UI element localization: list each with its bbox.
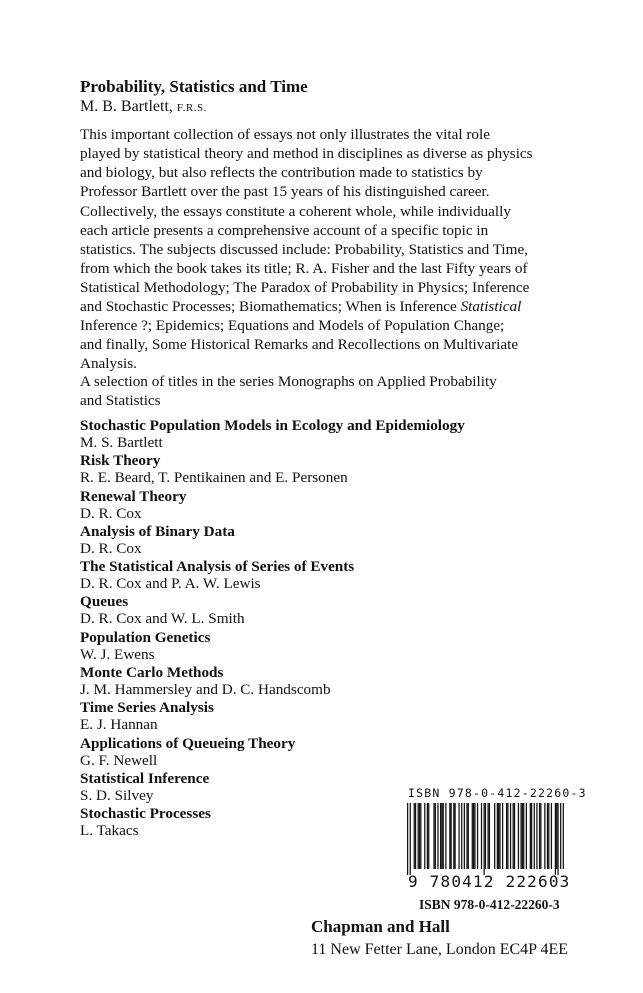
series-author: M. S. Bartlett [80, 434, 163, 451]
barcode-digits: 9 780412 222603 [408, 872, 571, 891]
series-title: Applications of Queueing Theory [80, 734, 296, 752]
paragraph-line: and biology, but also reflects the contribution made to statistics by [80, 164, 483, 181]
series-title: Time Series Analysis [80, 699, 214, 717]
isbn-number: ISBN 978-0-412-22260-3 [419, 897, 560, 912]
series-entry [80, 488, 600, 523]
series-entry [80, 664, 600, 699]
series-title: Analysis of Binary Data [80, 522, 235, 540]
paragraph-line: from which the book takes its title; R. A. Fisher and the last Fifty years of [80, 260, 528, 277]
series-author: R. E. Beard, T. Pentikainen and E. Personen [80, 469, 348, 487]
series-author: L. Takacs [80, 822, 139, 840]
paragraph-line: each article presents a comprehensive account of a specific topic in [80, 222, 489, 239]
paragraph-line: and Stochastic Processes; Biomathematics; When is Inference Statistical [80, 298, 522, 315]
series-title: Stochastic Population Models in Ecology and Epidemiology [80, 417, 465, 434]
series-title: Renewal Theory [80, 487, 187, 505]
series-entry [80, 699, 600, 734]
series-author: D. R. Cox [80, 504, 142, 522]
paragraph-line: statistics. The subjects discussed include: Probability, Statistics and Time, [80, 241, 529, 258]
book-author [80, 98, 207, 116]
description-paragraph-1 [80, 125, 580, 201]
series-author: J. M. Hammersley and D. C. Handscomb [80, 681, 331, 699]
series-intro [80, 372, 580, 410]
series-entry [80, 523, 600, 558]
book-title: Probability, Statistics and Time [80, 77, 308, 96]
paragraph-line: Professor Bartlett over the past 15 years of his distinguished career. [80, 183, 490, 200]
series-author: G. F. Newell [80, 751, 158, 769]
series-author: D. R. Cox and W. L. Smith [80, 610, 245, 628]
series-author: D. R. Cox [80, 539, 142, 557]
series-list [80, 417, 600, 841]
series-title: Queues [80, 593, 129, 611]
series-author: E. J. Hannan [80, 716, 158, 734]
paragraph-line: Collectively, the essays constitute a coherent whole, while individually [80, 203, 511, 220]
series-title: The Statistical Analysis of Series of Events [80, 558, 355, 576]
series-entry [80, 593, 600, 628]
paragraph-line: Inference ?; Epidemics; Equations and Models of Population Change; [80, 317, 505, 334]
series-title: Risk Theory [80, 452, 161, 470]
series-author: W. J. Ewens [80, 645, 155, 663]
series-entry [80, 558, 600, 593]
description-paragraph-2 [80, 202, 580, 373]
series-title: Stochastic Processes [80, 805, 211, 823]
barcode-icon [407, 803, 564, 875]
paragraph-line: Statistical Methodology; The Paradox of Probability in Physics; Inference [80, 279, 530, 296]
series-entry [80, 452, 600, 487]
author-name: M. B. Bartlett, [80, 98, 173, 115]
publisher-address: 11 New Fetter Lane, London EC4P 4EE [311, 941, 568, 958]
series-entry [80, 417, 600, 452]
paragraph-line: and finally, Some Historical Remarks and Recollections on Multivariate [80, 336, 519, 353]
series-entry [80, 735, 600, 770]
paragraph-line: played by statistical theory and method in disciplines as diverse as physics [80, 145, 533, 162]
series-title: Monte Carlo Methods [80, 664, 224, 682]
series-title: Population Genetics [80, 628, 211, 646]
barcode-isbn-label: ISBN 978-0-412-22260-3 [408, 786, 587, 800]
paragraph-line: A selection of titles in the series Monographs on Applied Probability [80, 373, 497, 390]
paragraph-line: This important collection of essays not only illustrates the vital role [80, 126, 490, 143]
series-author: S. D. Silvey [80, 786, 154, 804]
author-honour: F.R.S. [176, 102, 207, 114]
paragraph-line: and Statistics [80, 392, 161, 409]
paragraph-line: Analysis. [80, 355, 137, 372]
series-title: Statistical Inference [80, 769, 210, 787]
series-entry [80, 629, 600, 664]
publisher-name: Chapman and Hall [311, 917, 450, 936]
series-author: D. R. Cox and P. A. W. Lewis [80, 575, 261, 593]
